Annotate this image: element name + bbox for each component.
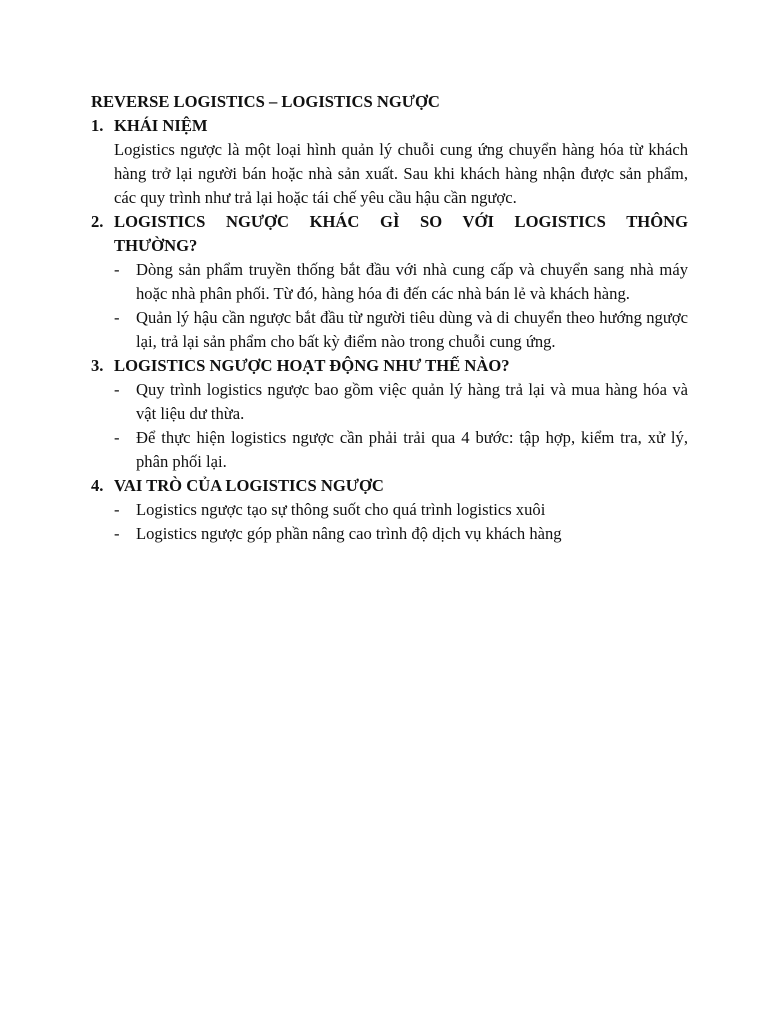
section-paragraph: Logistics ngược là một loại hình quản lý chuỗi cung ứng chuyển hàng hóa từ khách hàng trở lại người bán hoặc nhà sản xuất. Sau khi khách hàng nhận được sản phẩm, các quy trình như trả lại hoặc tái chế yêu cầu hậu cần ngược. bbox=[114, 140, 688, 207]
section-title: LOGISTICS NGƯỢC HOẠT ĐỘNG NHƯ THẾ NÀO? bbox=[114, 356, 510, 375]
section-number: 3. bbox=[91, 356, 104, 375]
section-title: KHÁI NIỆM bbox=[114, 116, 208, 135]
section-title bbox=[114, 210, 688, 258]
section-title-line: LOGISTICS NGƯỢC KHÁC GÌ SO VỚI LOGISTICS THÔNG bbox=[114, 212, 688, 231]
list-item bbox=[114, 522, 688, 546]
list-item-text: Dòng sản phẩm truyền thống bắt đầu với nhà cung cấp và chuyển sang nhà máy hoặc nhà phân phối. Từ đó, hàng hóa đi đến các nhà bán lẻ và khách hàng. bbox=[136, 260, 688, 303]
section-heading bbox=[91, 114, 688, 138]
bullet-marker: - bbox=[114, 380, 120, 399]
list-item bbox=[114, 306, 688, 354]
section-title-line: THƯỜNG? bbox=[114, 236, 198, 255]
section-number: 4. bbox=[91, 476, 104, 495]
bullet-list bbox=[91, 258, 688, 354]
bullet-list bbox=[91, 378, 688, 474]
section-vai-tro bbox=[91, 474, 688, 546]
section-heading bbox=[91, 210, 688, 258]
list-item-text: Quy trình logistics ngược bao gồm việc quản lý hàng trả lại và mua hàng hóa và vật liệu dư thừa. bbox=[136, 380, 688, 423]
section-number: 1. bbox=[91, 116, 104, 135]
section-number: 2. bbox=[91, 212, 104, 231]
section-khac-biet bbox=[91, 210, 688, 354]
list-item bbox=[114, 498, 688, 522]
bullet-list bbox=[91, 498, 688, 546]
section-heading bbox=[91, 354, 688, 378]
list-item bbox=[114, 426, 688, 474]
section-heading bbox=[91, 474, 688, 498]
list-item bbox=[114, 258, 688, 306]
section-khai-niem bbox=[91, 114, 688, 210]
bullet-marker: - bbox=[114, 524, 120, 543]
bullet-marker: - bbox=[114, 308, 120, 327]
bullet-marker: - bbox=[114, 428, 120, 447]
list-item-text: Để thực hiện logistics ngược cần phải trải qua 4 bước: tập hợp, kiểm tra, xử lý, phân phối lại. bbox=[136, 428, 688, 471]
document-title: REVERSE LOGISTICS – LOGISTICS NGƯỢC bbox=[91, 92, 440, 111]
bullet-marker: - bbox=[114, 260, 120, 279]
section-hoat-dong bbox=[91, 354, 688, 474]
list-item-text: Logistics ngược góp phần nâng cao trình độ dịch vụ khách hàng bbox=[136, 524, 562, 543]
section-title: VAI TRÒ CỦA LOGISTICS NGƯỢC bbox=[114, 476, 384, 495]
list-item-text: Logistics ngược tạo sự thông suốt cho quá trình logistics xuôi bbox=[136, 500, 546, 519]
bullet-marker: - bbox=[114, 500, 120, 519]
list-item bbox=[114, 378, 688, 426]
list-item-text: Quản lý hậu cần ngược bắt đầu từ người tiêu dùng và di chuyển theo hướng ngược lại, trả lại sản phẩm cho bất kỳ điểm nào trong chuỗi cung ứng. bbox=[136, 308, 688, 351]
